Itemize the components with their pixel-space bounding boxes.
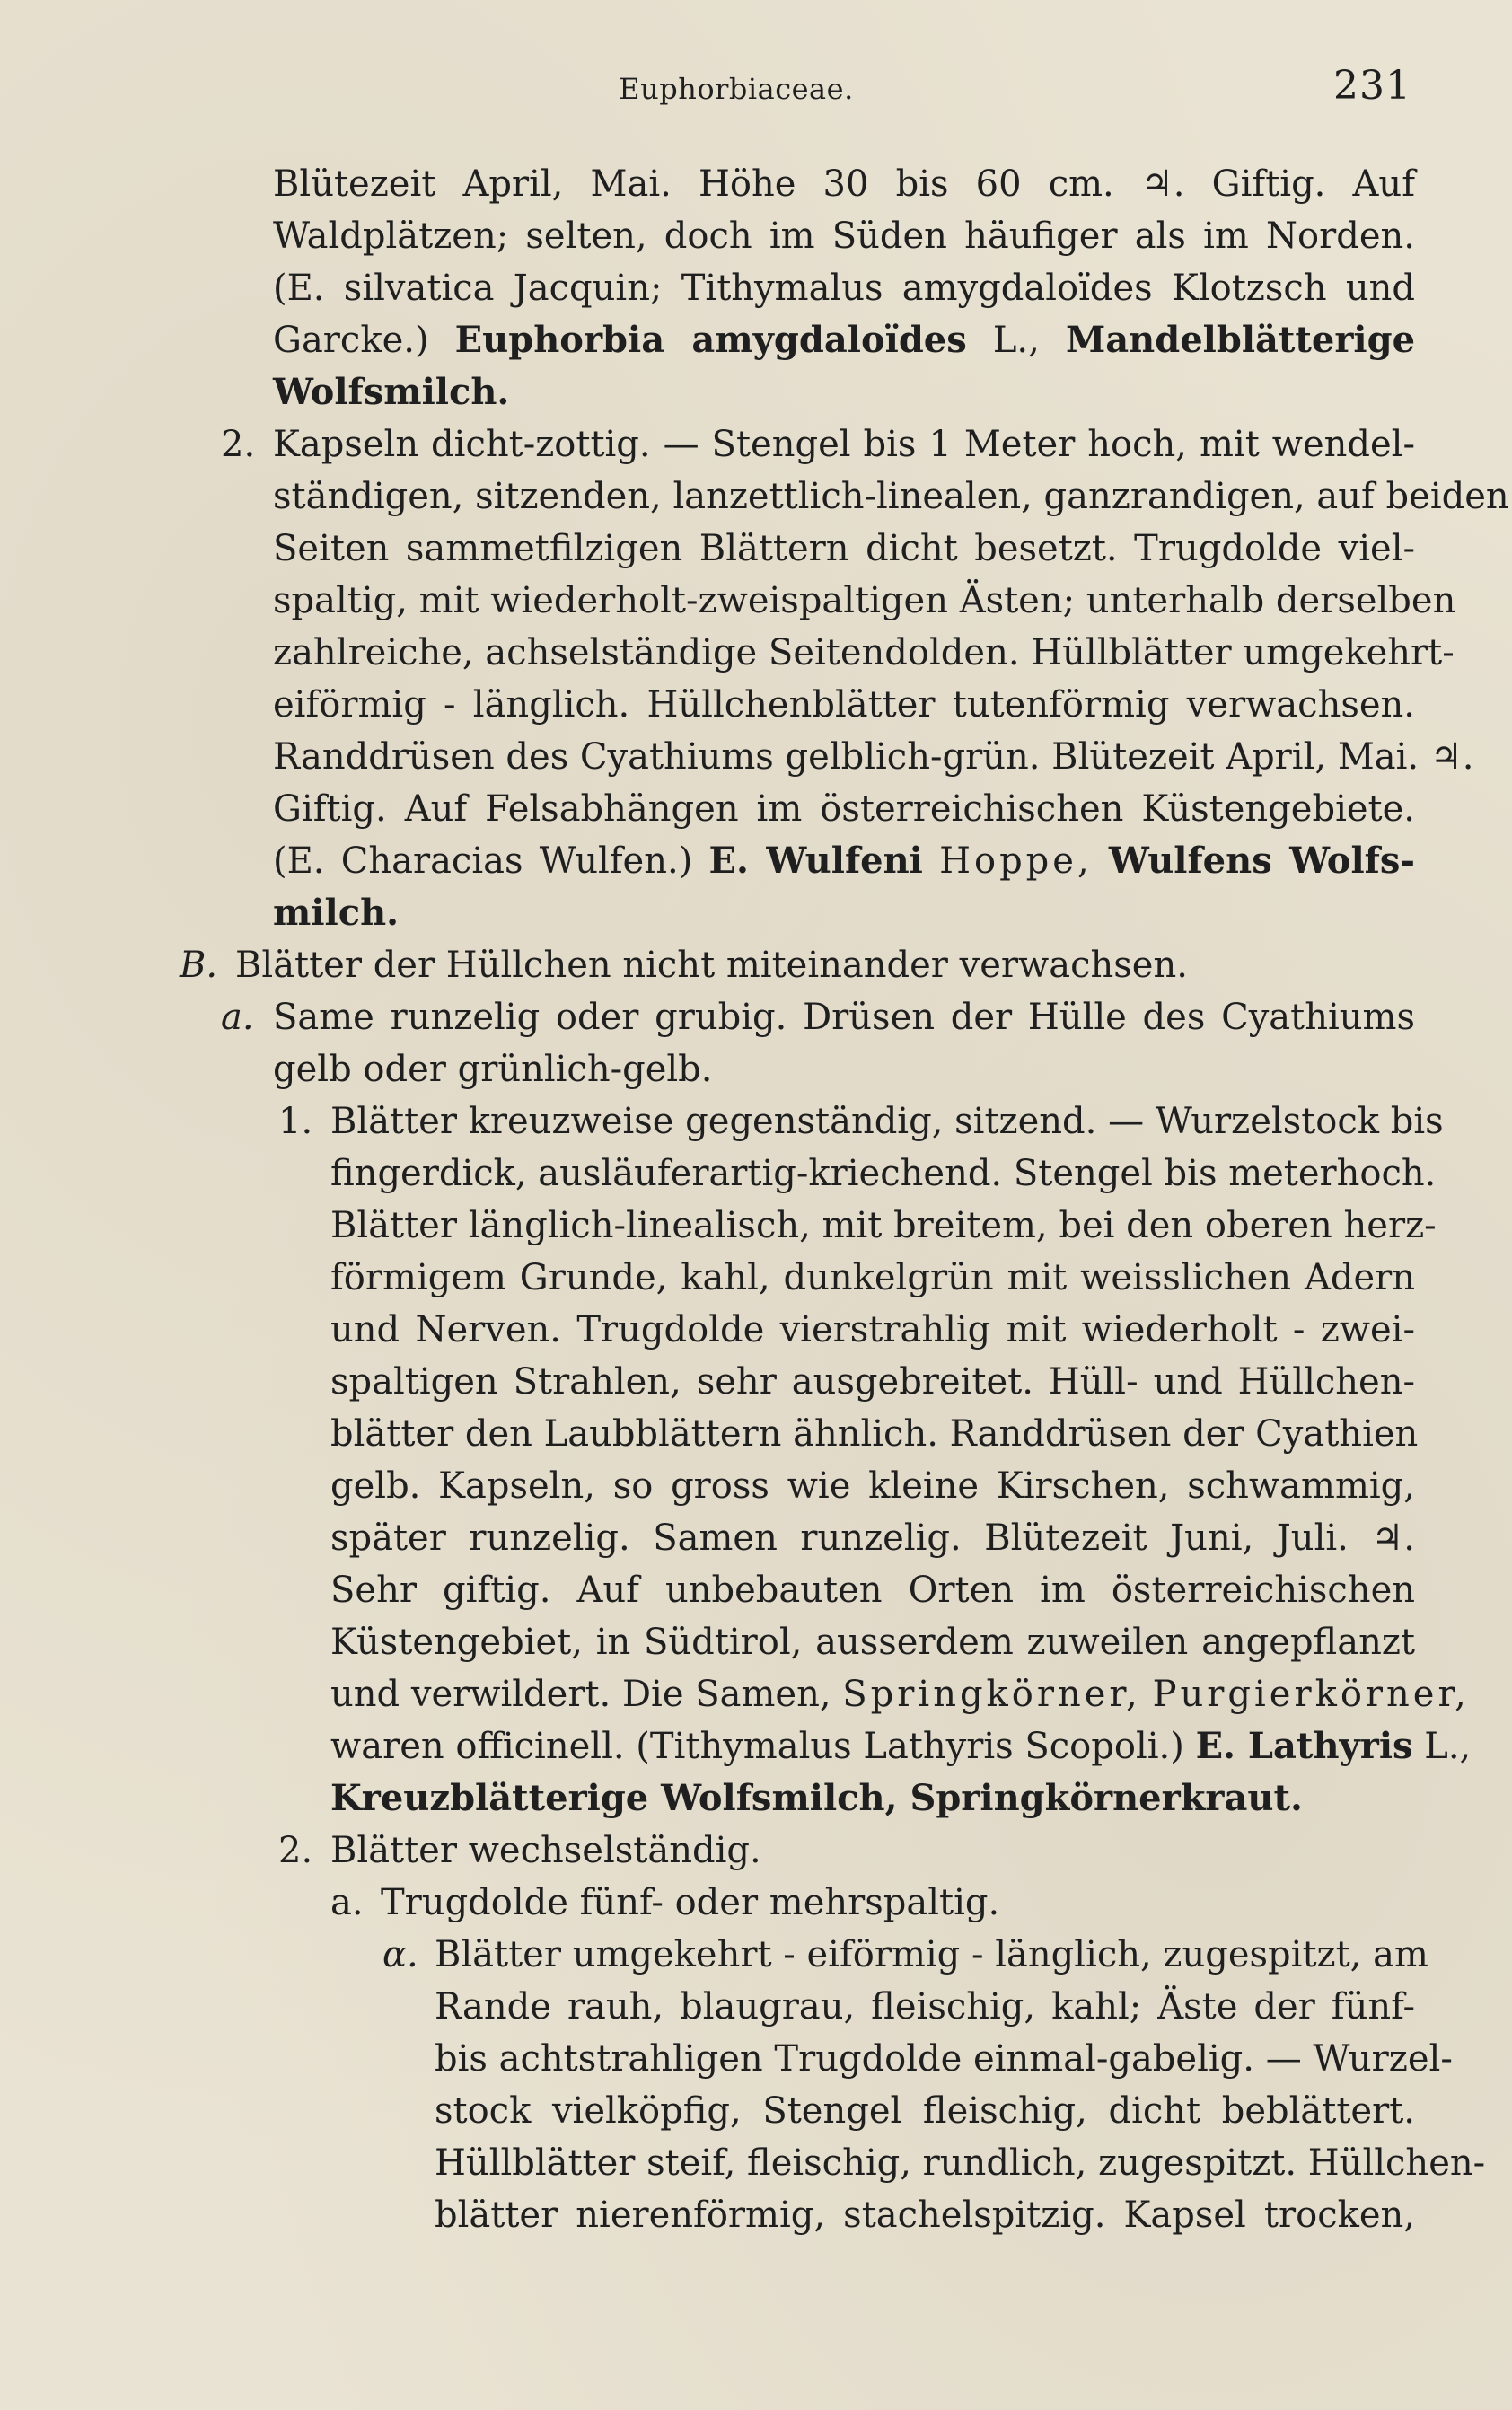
text-line: Seiten sammetfilzigen Blättern dicht besetzt. Trugdolde viel- (273, 528, 1415, 569)
running-head: Euphorbiaceae. (619, 72, 854, 106)
text-line: blätter nierenförmig, stachelspitzig. Kapsel trocken, (435, 2195, 1415, 2236)
text-line: bis achtstrahligen Trugdolde einmal-gabelig. — Wurzel- (435, 2038, 1453, 2080)
species-name: Euphorbia amygdaloïdes (454, 319, 967, 361)
text-line: Rande rauh, blaugrau, fleischig, kahl; Äste der fünf- (435, 1986, 1415, 2027)
text-line: spaltigen Strahlen, sehr ausgebreitet. Hüll- und Hüllchen- (330, 1361, 1415, 1403)
text-run: Blätter kreuzweise gegenständig, sitzend. — Wurzelstock bis (330, 1101, 1444, 1142)
species-name: E. Lathyris (1195, 1725, 1413, 1767)
text-line: Randdrüsen des Cyathiums gelblich-grün. Blütezeit April, Mai. ♃. (273, 736, 1474, 778)
text-run: Blätter wechselständig. (330, 1830, 761, 1871)
text-line: Sehr giftig. Auf unbebauten Orten im österreichischen (330, 1570, 1415, 1611)
common-name-line: milch. (273, 892, 400, 934)
text-line: und Nerven. Trugdolde vierstrahlig mit wiederholt - zwei- (330, 1309, 1415, 1350)
text-line (180, 939, 1415, 991)
common-name: Purgierkörner, (1152, 1674, 1470, 1715)
text-line (273, 314, 1415, 366)
author-name: L., (992, 320, 1040, 361)
text-line (278, 1825, 1415, 1877)
common-name: Springkörner, (842, 1674, 1141, 1715)
common-name-line: Wolfsmilch. (273, 371, 510, 413)
text-line: Blätter länglich-linealisch, mit breitem, bei den oberen herz- (330, 1205, 1437, 1246)
text-line: blätter den Laubblättern ähnlich. Randdrüsen der Cyathien (330, 1413, 1419, 1455)
item-letter: α. (382, 1934, 418, 1975)
text-line: gelb. Kapseln, so gross wie kleine Kirschen, schwammig, (330, 1465, 1415, 1507)
text-line (382, 1929, 1428, 1981)
species-name: E. Wulfeni (708, 840, 923, 882)
text-run: (E. Characias Wulfen.) (273, 840, 693, 882)
text-run: Garcke.) (273, 320, 429, 361)
item-number: 1. (278, 1101, 313, 1142)
text-line: Blütezeit April, Mai. Höhe 30 bis 60 cm. ♃. Giftig. Auf (273, 163, 1415, 205)
page-header (0, 63, 1512, 117)
text-run: waren officinell. (Tithymalus Lathyris Scopoli.) (330, 1726, 1184, 1767)
item-letter: a. (330, 1882, 364, 1923)
text-line: eiförmig - länglich. Hüllchenblätter tutenförmig verwachsen. (273, 684, 1415, 726)
text-line (330, 1720, 1472, 1772)
subsection-block-1 (278, 1095, 1486, 2241)
text-run: Same runzelig oder grubig. Drüsen der Hülle des Cyathiums (273, 997, 1415, 1038)
item-number: 2. (221, 424, 256, 465)
text-line: Waldplätzen; selten, doch im Süden häufiger als im Norden. (273, 215, 1415, 257)
text-line: ständigen, sitzenden, lanzettlich-linealen, ganzrandigen, auf beiden (273, 476, 1509, 517)
page-number: 231 (1333, 63, 1411, 109)
common-name-line: Kreuzblätterige Wolfsmilch, Springkörnerkraut. (330, 1777, 1303, 1819)
text-line: (E. silvatica Jacquin; Tithymalus amygdaloïdes Klotzsch und (273, 268, 1415, 309)
author-name: L., (1424, 1726, 1472, 1767)
text-line: gelb oder grünlich-gelb. (273, 1049, 713, 1090)
text-line: Hüllblätter steif, fleischig, rundlich, zugespitzt. Hüllchen- (435, 2142, 1486, 2184)
text-line: stock vielköpfig, Stengel fleischig, dicht beblättert. (435, 2090, 1415, 2132)
text-run: Blätter der Hüllchen nicht miteinander verwachsen. (235, 945, 1188, 986)
common-name: Mandelblätterige (1065, 319, 1416, 361)
text-line (273, 835, 1415, 887)
text-body (180, 158, 1509, 2241)
text-line (330, 1877, 1415, 1929)
text-line: fingerdick, ausläuferartig-kriechend. Stengel bis meterhoch. (330, 1153, 1437, 1194)
text-line: spaltig, mit wiederholt-zweispaltigen Ästen; unterhalb derselben (273, 580, 1456, 621)
text-line: zahlreiche, achselständige Seitendolden. Hüllblätter umgekehrt- (273, 632, 1455, 673)
text-line (278, 1095, 1444, 1148)
section-letter: a. (221, 997, 254, 1038)
text-line (221, 991, 1415, 1043)
text-line: Küstengebiet, in Südtirol, ausserdem zuweilen angepflanzt (330, 1622, 1415, 1663)
author-name: Hoppe, (939, 840, 1093, 882)
item-number: 2. (278, 1830, 313, 1871)
text-run: Kapseln dicht-zottig. — Stengel bis 1 Meter hoch, mit wendel- (273, 424, 1415, 465)
text-line: förmigem Grunde, kahl, dunkelgrün mit weisslichen Adern (330, 1257, 1415, 1298)
text-line (330, 1668, 1470, 1720)
text-run: Blätter umgekehrt - eiförmig - länglich, zugespitzt, am (435, 1934, 1428, 1975)
text-line (221, 418, 1415, 471)
common-name: Wulfens Wolfs- (1108, 840, 1416, 882)
text-run: Trugdolde fünf- oder mehrspaltig. (381, 1882, 1000, 1923)
text-line: später runzelig. Samen runzelig. Blütezeit Juni, Juli. ♃. (330, 1517, 1415, 1559)
subsection-block-alpha (382, 1929, 1486, 2241)
text-run: und verwildert. Die Samen, (330, 1674, 831, 1715)
text-line: Giftig. Auf Felsabhängen im österreichischen Küstengebiete. (273, 788, 1415, 830)
section-letter: B. (180, 945, 218, 986)
